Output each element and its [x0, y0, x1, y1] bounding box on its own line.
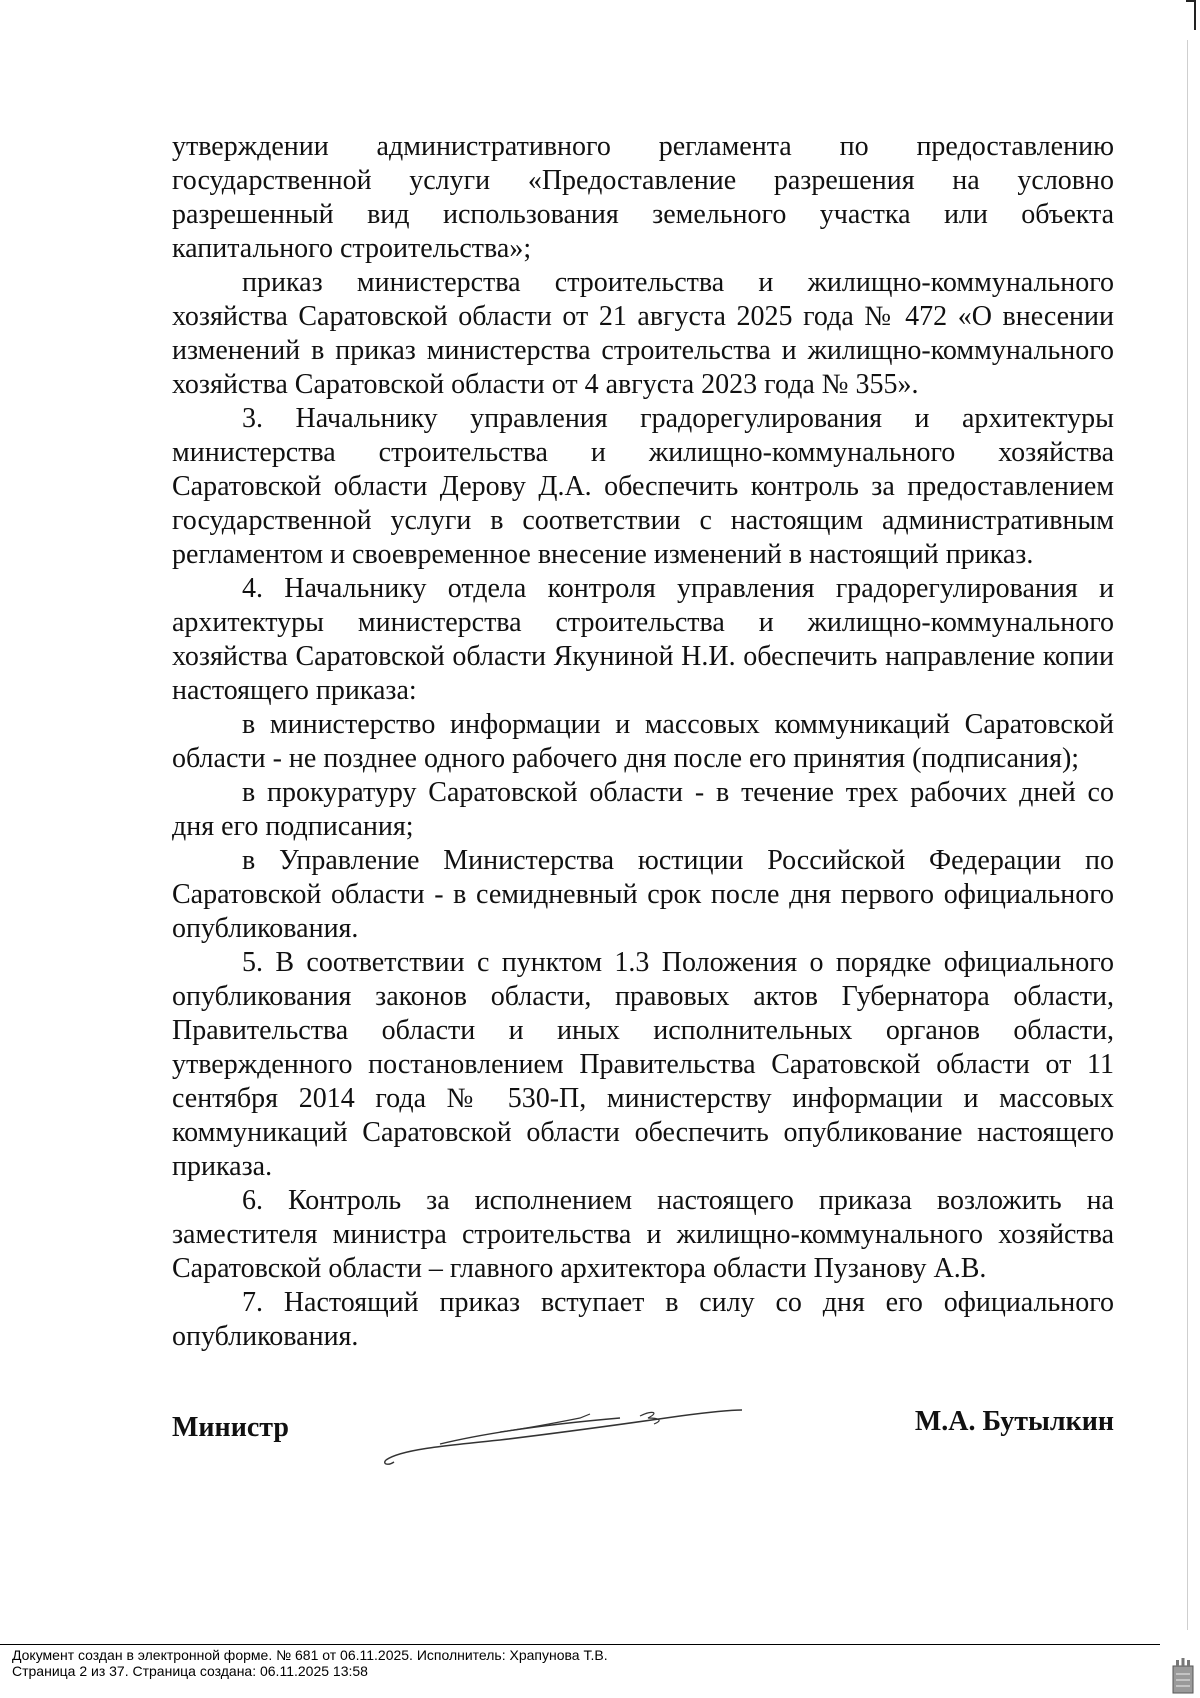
- signer-name: М.А. Бутылкин: [914, 1406, 1114, 1437]
- scan-edge-line: [1187, 40, 1188, 1630]
- paragraph-item-4-ministry: в министерство информации и массовых коммуникаций Саратовской области - не позднее одного рабочего дня после его принятия (подписания);: [172, 709, 1114, 774]
- document-body: [172, 130, 1114, 1354]
- footer-line-document-info: Документ создан в электронной форме. № 681 от 06.11.2025. Исполнитель: Храпунова Т.В.: [12, 1647, 608, 1663]
- paragraph-item-6: 6. Контроль за исполнением настоящего приказа возложить на заместителя министра строительства и жилищно-коммунального хозяйства Саратовской области – главного архитектора области Пузанову А.В.: [172, 1185, 1114, 1284]
- paragraph-item-4-prosecutor: в прокуратуру Саратовской области - в течение трех рабочих дней со дня его подписания;: [172, 777, 1114, 842]
- footer-divider: [0, 1644, 1160, 1645]
- paragraph-item-7: 7. Настоящий приказ вступает в силу со дня его официального опубликования.: [172, 1287, 1114, 1352]
- paragraph-order-472: приказ министерства строительства и жилищно-коммунального хозяйства Саратовской области от 21 августа 2025 года № 472 «О внесении изменений в приказ министерства строительства и жилищно-коммунального хозяйства Саратовской области от 4 августа 2023 года № 355».: [172, 267, 1114, 400]
- scan-corner-mark: [1188, 0, 1196, 30]
- document-footer: [12, 1647, 608, 1679]
- signer-position: Министр: [172, 1412, 289, 1443]
- paragraph-item-3: 3. Начальнику управления градорегулирования и архитектуры министерства строительства и жилищно-коммунального хозяйства Саратовской области Дерову Д.А. обеспечить контроль за предоставлением государственной услуги в соответствии с настоящим административным регламентом и своевременное внесение изменений в настоящий приказ.: [172, 403, 1114, 570]
- electronic-stamp-icon: [1172, 1658, 1194, 1694]
- footer-line-page-info: Страница 2 из 37. Страница создана: 06.11.2025 13:58: [12, 1663, 368, 1679]
- paragraph-item-4: 4. Начальнику отдела контроля управления градорегулирования и архитектуры министерства строительства и жилищно-коммунального хозяйства Саратовской области Якуниной Н.И. обеспечить направление копии настоящего приказа:: [172, 573, 1114, 706]
- paragraph-item-5: 5. В соответствии с пунктом 1.3 Положения о порядке официального опубликования законов области, правовых актов Губернатора области, Правительства области и иных исполнительных органов области, утвержденного постановлением Правительства Саратовской области от 11 сентября 2014 года № 530-П, министерству информации и массовых коммуникаций Саратовской области обеспечить опубликование настоящего приказа.: [172, 947, 1114, 1182]
- paragraph-regulation-continuation: утверждении административного регламента по предоставлению государственной услуги «Предоставление разрешения на условно разрешенный вид использования земельного участка или объекта капитального строительства»;: [172, 131, 1114, 264]
- signature-block: [172, 1406, 1114, 1452]
- paragraph-item-4-justice: в Управление Министерства юстиции Российской Федерации по Саратовской области - в семидневный срок после дня первого официального опубликования.: [172, 845, 1114, 944]
